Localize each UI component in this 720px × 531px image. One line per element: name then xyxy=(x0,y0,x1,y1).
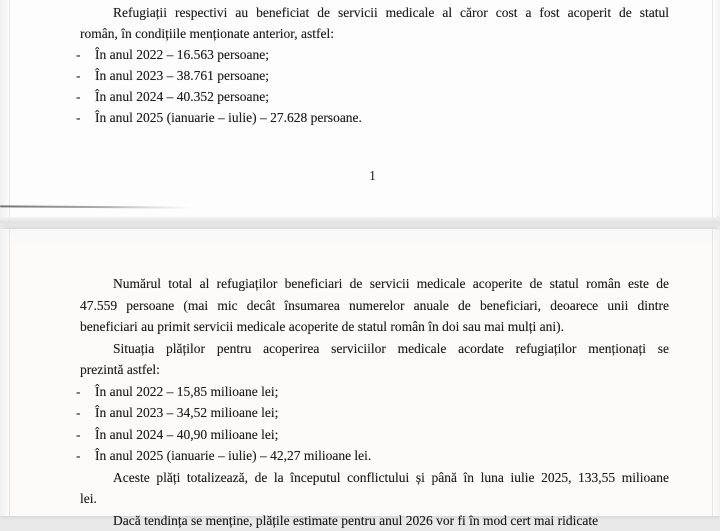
list-item xyxy=(76,402,669,424)
page-scan-edge-left xyxy=(0,0,10,217)
list-bullet: - xyxy=(76,65,95,86)
list-bullet: - xyxy=(76,44,95,65)
list-item xyxy=(76,44,669,65)
scan-artifact-line xyxy=(0,205,192,208)
list-item-text: În anul 2024 – 40.352 persoane; xyxy=(95,86,669,107)
page-2-text-block xyxy=(76,273,669,531)
page-scan-edge-left xyxy=(0,229,10,516)
page-2 xyxy=(0,229,720,516)
page-number: 1 xyxy=(76,168,669,184)
list-item-text: În anul 2023 – 34,52 milioane lei; xyxy=(95,402,669,424)
list-bullet: - xyxy=(76,402,95,424)
paragraph-line: lei. xyxy=(80,488,669,510)
page-1-text-block xyxy=(76,2,669,128)
page-scan-edge-right xyxy=(712,229,720,516)
page-separator xyxy=(0,217,720,229)
list-item xyxy=(76,445,669,467)
paragraph-line: Numărul total al refugiaților beneficiari de servicii medicale acoperite de statul român este de xyxy=(80,273,669,295)
list-item-text: În anul 2025 (ianuarie – iulie) – 42,27 milioane lei. xyxy=(95,445,669,467)
list-item-text: În anul 2025 (ianuarie – iulie) – 27.628 persoane. xyxy=(95,107,669,128)
page-scan-edge-right xyxy=(712,0,720,217)
list-item-text: În anul 2022 – 16.563 persoane; xyxy=(95,44,669,65)
paragraph-line: Aceste plăți totalizează, de la începutul conflictului și până în luna iulie 2025, 133,55 milioane xyxy=(80,467,669,489)
paragraph-line: Refugiații respectivi au beneficiat de servicii medicale al căror cost a fost acoperit de statul xyxy=(80,2,669,23)
list-bullet: - xyxy=(76,107,95,128)
list-item xyxy=(76,381,669,403)
list-bullet: - xyxy=(76,86,95,107)
list-item xyxy=(76,107,669,128)
paragraph-line: 47.559 persoane (mai mic decât însumarea numerelor anuale de beneficiari, deoarece unii dintre xyxy=(80,295,669,317)
list-item-text: În anul 2022 – 15,85 milioane lei; xyxy=(95,381,669,403)
paragraph-line: Situația plăților pentru acoperirea serviciilor medicale acordate refugiaților menționați se xyxy=(80,338,669,360)
list-item-text: În anul 2024 – 40,90 milioane lei; xyxy=(95,424,669,446)
paragraph-line: beneficiari au primit servicii medicale acoperite de statul român în doi sau mai mulți ani). xyxy=(80,316,669,338)
paragraph-line: prezintă astfel: xyxy=(80,359,669,381)
partial-cut-off-line: Dacă tendința se menține, plățile estimate pentru anul 2026 vor fi în mod cert mai ridicate xyxy=(80,510,669,531)
paragraph-line: român, în condițiile menționate anterior, astfel: xyxy=(80,23,669,44)
list-item xyxy=(76,65,669,86)
list-bullet: - xyxy=(76,424,95,446)
list-item-text: În anul 2023 – 38.761 persoane; xyxy=(95,65,669,86)
list-bullet: - xyxy=(76,445,95,467)
list-item xyxy=(76,86,669,107)
list-bullet: - xyxy=(76,381,95,403)
list-item xyxy=(76,424,669,446)
page-1 xyxy=(0,0,720,217)
